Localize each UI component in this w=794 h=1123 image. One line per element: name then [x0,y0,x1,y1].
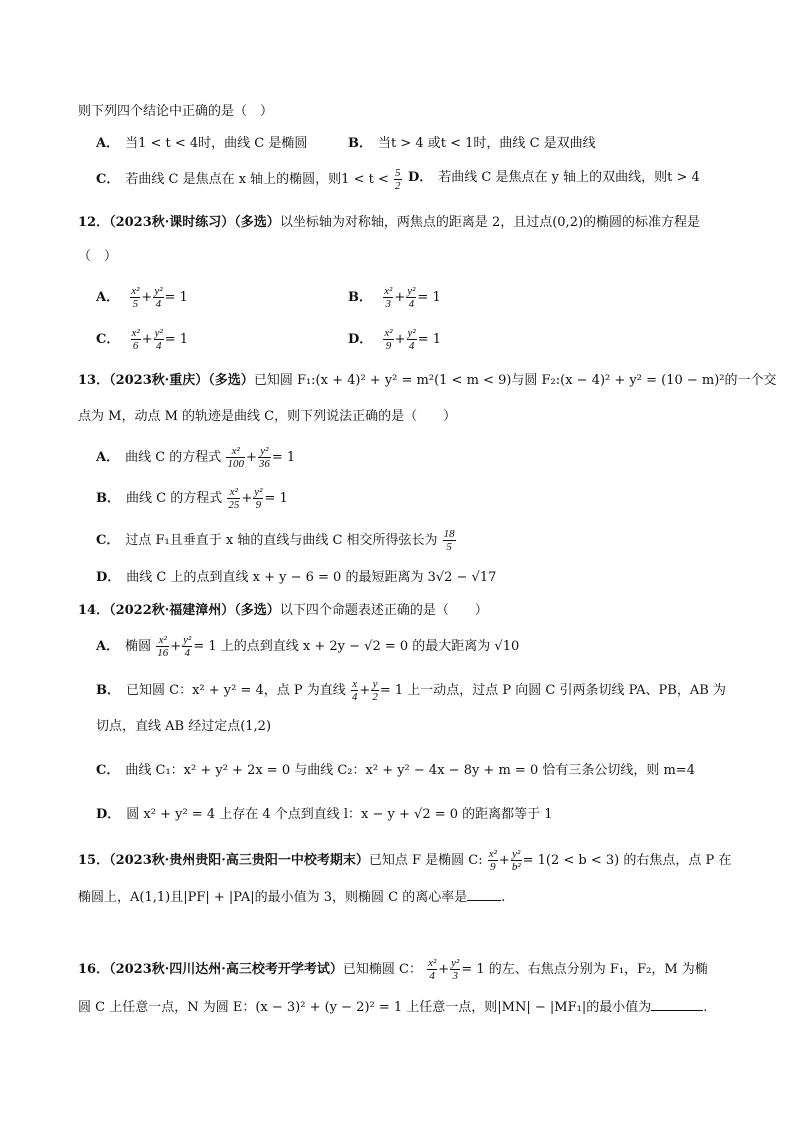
q13-stem-line2: 点为 M，动点 M 的轨迹是曲线 C，则下列说法正确的是（ ） [78,409,457,424]
q11-stem-tail: 则下列四个结论中正确的是（ ） [78,104,274,119]
q13-option-b[interactable]: B． 曲线 C 的方程式 $\frac{\text{x²}}{25}$ + $\frac{\text{y²}}{9}$ = 1 [96,486,288,511]
q15-stem-line2: 椭圆上，A(1,1)且|PF| + |PA|的最小值为 3，则椭圆 C 的离心率是 . [78,886,505,909]
answer-blank[interactable] [467,886,501,901]
q11-option-a[interactable]: A． 当1 < t < 4时，曲线 C 是椭圆 [96,136,308,151]
fraction: $\frac{5}{2}$ [395,167,401,192]
q14-option-c[interactable]: C． 曲线 C₁：x² + y² + 2x = 0 与曲线 C₂：x² + y² − 4x − 8y + m = 0 恰有三条公切线，则 m=4 [96,763,695,778]
q11-option-d[interactable]: D． 若曲线 C 是焦点在 y 轴上的双曲线，则t > 4 [408,170,700,185]
answer-blank[interactable] [651,996,703,1011]
q12-stem: 12．（2023秋·课时练习）（多选）以坐标轴为对称轴，两焦点的距离是 2，且过点(0,2)的椭圆的标准方程是 [78,215,701,230]
q12-option-b[interactable]: B． $\frac{\text{x²}}{3}$ + $\frac{\text{y²}}{4}$ = 1 [348,285,441,310]
q16-stem-line1: 16．（2023秋·四川达州·高三校考开学考试）已知椭圆 C： $\frac{\text{x²}}{4}$ + $\frac{\text{y²}}{3}$ = 1 的左、右焦点分别为 F₁，F₂，M 为椭 [78,957,708,982]
q11-option-c[interactable]: C． 若曲线 C 是焦点在 x 轴上的椭圆，则1 < t < $\frac{5}{2}$ [96,167,401,192]
q14-option-d[interactable]: D． 圆 x² + y² = 4 上存在 4 个点到直线 l：x − y + √2 = 0 的距离都等于 1 [96,807,553,822]
q12-stem-paren: （ ） [78,249,118,264]
q16-stem-line2: 圆 C 上任意一点，N 为圆 E：(x − 3)² + (y − 2)² = 1 上任意一点，则|MN| − |MF₁|的最小值为 . [78,996,707,1019]
q14-option-a[interactable]: A． 椭圆 $\frac{\text{x²}}{16}$ + $\frac{\text{y²}}{4}$ = 1 上的点到直线 x + 2y − √2 = 0 的最大距离为 √10 [96,634,520,659]
q12-option-c[interactable]: C． $\frac{\text{x²}}{6}$ + $\frac{\text{y²}}{4}$ = 1 [96,327,189,352]
q13-stem-line1: 13．（2023秋·重庆）（多选）已知圆 F₁:(x + 4)² + y² = m²(1 < m < 9)与圆 F₂:(x − 4)² + y² = (10 − m)²的一个交 [78,373,777,388]
q13-option-a[interactable]: A． 曲线 C 的方程式 $\frac{\text{x²}}{100}$ + $\frac{\text{y²}}{36}$ = 1 [96,445,296,470]
q14-option-b[interactable]: B． 已知圆 C：x² + y² = 4，点 P 为直线 $\frac{x}{4}$ + $\frac{y}{2}$ = 1 上一动点，过点 P 向圆 C 引两条切线 PA、PB，AB 为 [96,678,726,703]
q12-option-a[interactable]: A． $\frac{\text{x²}}{5}$ + $\frac{\text{y²}}{4}$ = 1 [96,285,188,310]
q13-option-c[interactable]: C． 过点 F₁且垂直于 x 轴的直线与曲线 C 相交所得弦长为 $\frac{18}{5}$ [96,528,455,553]
q15-stem-line1: 15．（2023秋·贵州贵阳·高三贵阳一中校考期末）已知点 F 是椭圆 C: $\frac{\text{x²}}{9}$ + $\frac{\text{y²}}{\text{b²}}$ = 1(2 < b < 3) 的右焦点，点 P 在 [78,848,732,873]
q13-option-d[interactable]: D． 曲线 C 上的点到直线 x + y − 6 = 0 的最短距离为 3√2 − √17 [96,570,497,585]
q14-stem: 14．（2022秋·福建漳州）（多选）以下四个命题表述正确的是（ ） [78,603,488,618]
q11-option-b[interactable]: B． 当t > 4 或t < 1时，曲线 C 是双曲线 [348,136,596,151]
q14-option-b-line2: 切点，直线 AB 经过定点(1,2) [96,719,272,734]
q12-option-d[interactable]: D． $\frac{\text{x²}}{9}$ + $\frac{\text{y²}}{4}$ = 1 [348,327,441,352]
